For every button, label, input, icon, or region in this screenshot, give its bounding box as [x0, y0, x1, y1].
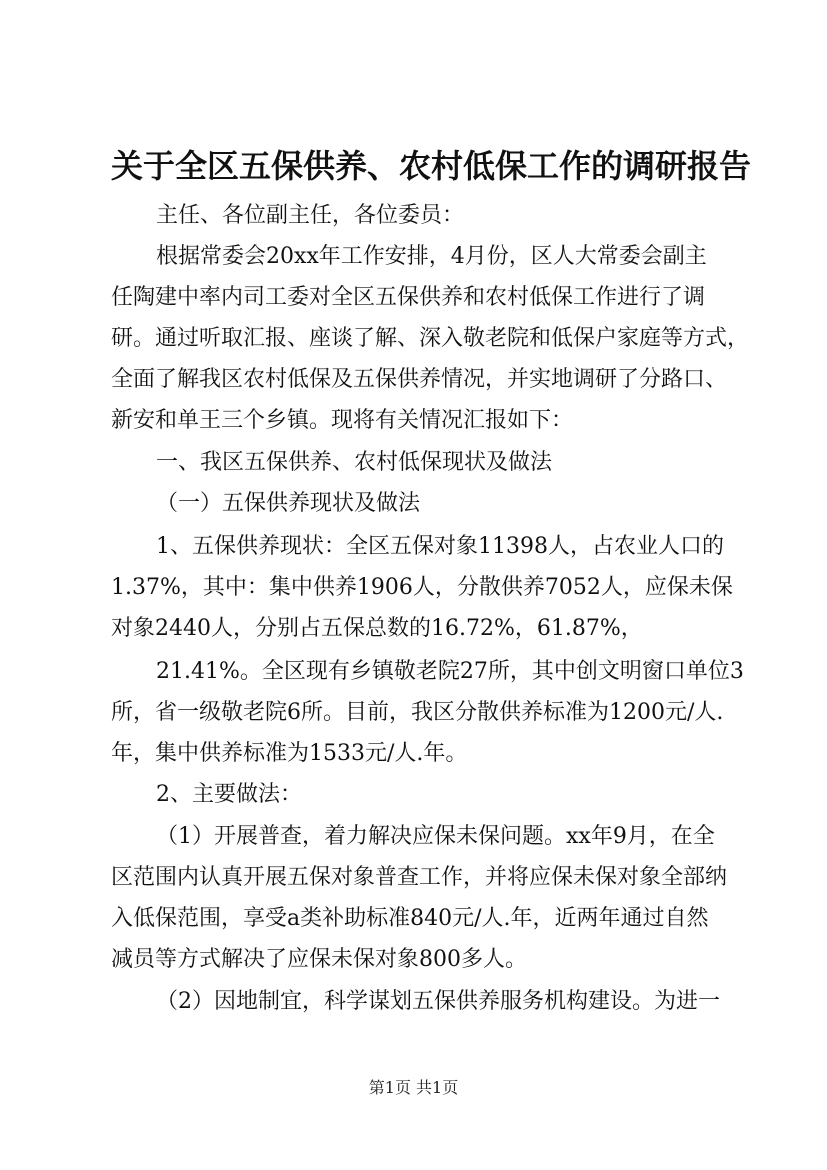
- section-heading-line: 一、我区五保供养、农村低保现状及做法: [156, 450, 553, 475]
- paragraph-line: 21.41%。全区现有乡镇敬老院27所，其中创文明窗口单位3: [156, 659, 744, 684]
- paragraph-line: 1.37%，其中：集中供养1906人，分散供养7052人，应保未保: [111, 575, 733, 600]
- paragraph-line: 新安和单王三个乡镇。现将有关情况汇报如下：: [111, 408, 574, 433]
- paragraph-line: 年，集中供养标准为1533元/人.年。: [111, 741, 468, 766]
- paragraph-line: 全面了解我区农村低保及五保供养情况，并实地调研了分路口、: [111, 367, 728, 392]
- document-title: 关于全区五保供养、农村低保工作的调研报告: [111, 147, 752, 185]
- paragraph-line: 对象2440人，分别占五保总数的16.72%，61.87%，: [111, 616, 643, 641]
- paragraph-line: 所，省一级敬老院6所。目前，我区分散供养标准为1200元/人.: [111, 700, 724, 725]
- paragraph-line: （2）因地制宜，科学谋划五保供养服务机构建设。为进一: [156, 989, 720, 1014]
- paragraph-line: 根据常委会20xx年工作安排，4月份，区人大常委会副主: [156, 244, 707, 269]
- paragraph-line: 入低保范围，享受a类补助标准840元/人.年，近两年通过自然: [111, 906, 709, 931]
- paragraph-line: 任陶建中率内司工委对全区五保供养和农村低保工作进行了调: [111, 285, 706, 310]
- paragraph-line: 区范围内认真开展五保对象普查工作，并将应保未保对象全部纳: [111, 865, 728, 890]
- subsection-heading-line: （一）五保供养现状及做法: [156, 491, 421, 516]
- paragraph-line: 研。通过听取汇报、座谈了解、深入敬老院和低保户家庭等方式，: [111, 326, 750, 351]
- paragraph-line: （1）开展普查，着力解决应保未保问题。xx年9月，在全: [156, 824, 715, 849]
- paragraph-line: 减员等方式解决了应保未保对象800多人。: [111, 947, 527, 972]
- page-number-footer: 第1页 共1页: [368, 1078, 459, 1097]
- paragraph-line: 1、五保供养现状：全区五保对象11398人，占农业人口的: [156, 534, 724, 559]
- paragraph-line: 2、主要做法：: [156, 782, 302, 807]
- salutation-line: 主任、各位副主任，各位委员：: [156, 203, 465, 228]
